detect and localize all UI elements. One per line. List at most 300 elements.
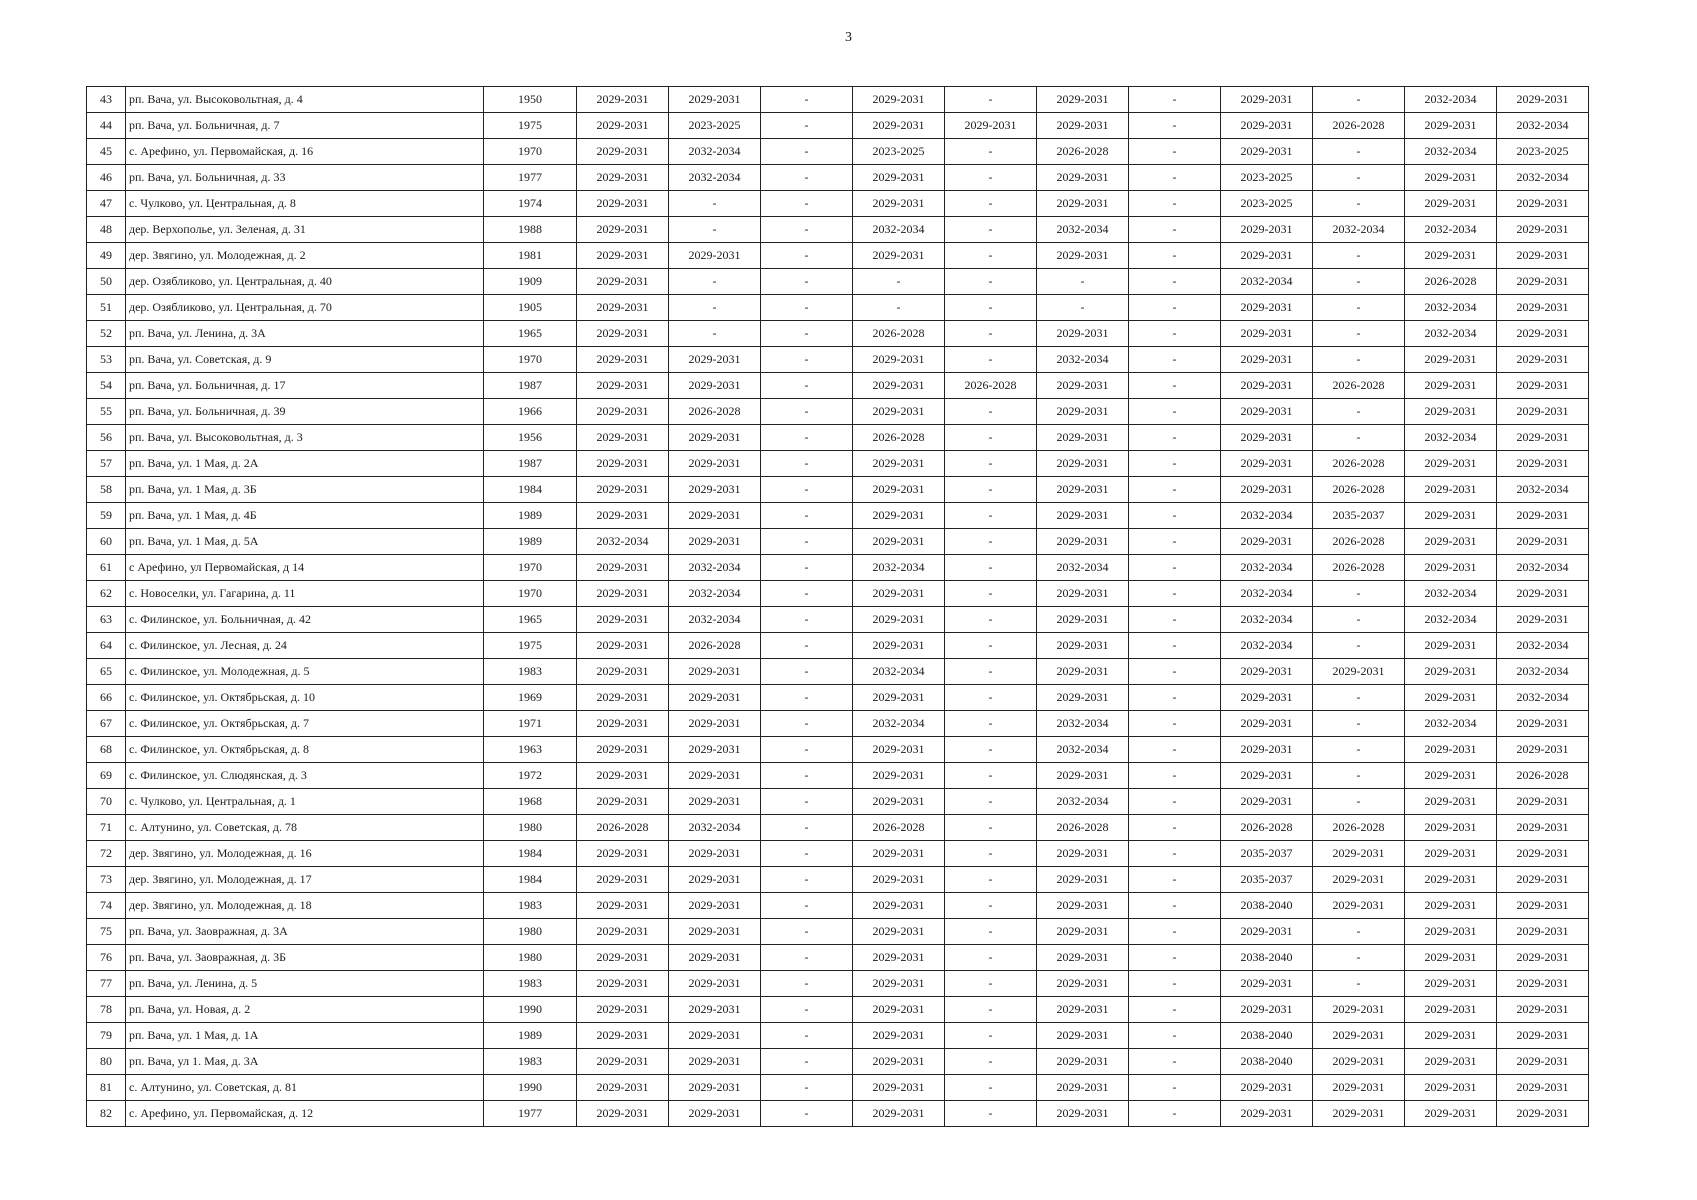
schedule-period-cell: - — [945, 789, 1037, 815]
schedule-period-cell: 2029-2031 — [1405, 243, 1497, 269]
schedule-period-cell: - — [1037, 295, 1129, 321]
schedule-period-cell: - — [1129, 607, 1221, 633]
schedule-period-cell: - — [945, 399, 1037, 425]
schedule-period-cell: 2029-2031 — [945, 113, 1037, 139]
address-cell: с. Чулково, ул. Центральная, д. 1 — [126, 789, 484, 815]
schedule-period-cell: - — [761, 1101, 853, 1127]
schedule-period-cell: 2029-2031 — [1221, 373, 1313, 399]
schedule-period-cell: - — [945, 711, 1037, 737]
row-number-cell: 75 — [87, 919, 126, 945]
schedule-period-cell: 2029-2031 — [853, 633, 945, 659]
schedule-period-cell: 2029-2031 — [853, 477, 945, 503]
year-built-cell: 1977 — [484, 1101, 577, 1127]
schedule-period-cell: 2029-2031 — [853, 737, 945, 763]
schedule-period-cell: 2026-2028 — [1313, 477, 1405, 503]
schedule-period-cell: 2029-2031 — [577, 87, 669, 113]
schedule-period-cell: 2029-2031 — [1405, 555, 1497, 581]
schedule-period-cell: 2038-2040 — [1221, 1049, 1313, 1075]
schedule-period-cell: 2029-2031 — [1221, 919, 1313, 945]
table-row — [87, 867, 1589, 893]
year-built-cell: 1970 — [484, 581, 577, 607]
schedule-period-cell: 2029-2031 — [853, 841, 945, 867]
schedule-period-cell: 2029-2031 — [1313, 659, 1405, 685]
schedule-period-cell: 2029-2031 — [1313, 1101, 1405, 1127]
schedule-period-cell: - — [1313, 685, 1405, 711]
schedule-period-cell: 2029-2031 — [577, 737, 669, 763]
address-cell: рп. Вача, ул 1. Мая, д. 3А — [126, 1049, 484, 1075]
schedule-period-cell: 2032-2034 — [1497, 633, 1589, 659]
schedule-period-cell: 2029-2031 — [577, 711, 669, 737]
schedule-period-cell: 2023-2025 — [1221, 165, 1313, 191]
schedule-period-cell: - — [1129, 945, 1221, 971]
schedule-period-cell: 2029-2031 — [1037, 529, 1129, 555]
schedule-period-cell: 2032-2034 — [1405, 139, 1497, 165]
row-number-cell: 51 — [87, 295, 126, 321]
schedule-period-cell: 2029-2031 — [853, 1023, 945, 1049]
schedule-period-cell: - — [761, 945, 853, 971]
schedule-period-cell: 2032-2034 — [1405, 295, 1497, 321]
schedule-period-cell: 2029-2031 — [1405, 113, 1497, 139]
schedule-period-cell: 2032-2034 — [1405, 711, 1497, 737]
schedule-period-cell: - — [761, 269, 853, 295]
year-built-cell: 1965 — [484, 321, 577, 347]
row-number-cell: 45 — [87, 139, 126, 165]
schedule-period-cell: - — [945, 477, 1037, 503]
year-built-cell: 1989 — [484, 503, 577, 529]
schedule-period-cell: 2029-2031 — [1221, 1075, 1313, 1101]
schedule-period-cell: - — [1129, 815, 1221, 841]
row-number-cell: 70 — [87, 789, 126, 815]
schedule-period-cell: 2029-2031 — [577, 789, 669, 815]
schedule-period-cell: 2029-2031 — [853, 919, 945, 945]
schedule-period-cell: 2029-2031 — [1405, 789, 1497, 815]
schedule-period-cell: - — [945, 945, 1037, 971]
schedule-period-cell: 2029-2031 — [1221, 477, 1313, 503]
schedule-period-cell: 2029-2031 — [1497, 841, 1589, 867]
row-number-cell: 52 — [87, 321, 126, 347]
schedule-period-cell: 2029-2031 — [577, 659, 669, 685]
row-number-cell: 58 — [87, 477, 126, 503]
year-built-cell: 1980 — [484, 919, 577, 945]
schedule-period-cell: - — [1129, 919, 1221, 945]
schedule-period-cell: - — [761, 113, 853, 139]
schedule-period-cell: 2029-2031 — [853, 867, 945, 893]
schedule-period-cell: 2029-2031 — [1037, 919, 1129, 945]
year-built-cell: 1975 — [484, 633, 577, 659]
schedule-period-cell: - — [761, 477, 853, 503]
schedule-period-cell: 2029-2031 — [853, 503, 945, 529]
schedule-period-cell: 2032-2034 — [669, 139, 761, 165]
schedule-period-cell: - — [761, 295, 853, 321]
schedule-period-cell: 2029-2031 — [577, 191, 669, 217]
schedule-period-cell: 2026-2028 — [945, 373, 1037, 399]
schedule-period-cell: - — [1313, 139, 1405, 165]
schedule-period-cell: 2029-2031 — [1497, 425, 1589, 451]
schedule-period-cell: 2029-2031 — [1221, 737, 1313, 763]
row-number-cell: 46 — [87, 165, 126, 191]
schedule-period-cell: - — [1129, 503, 1221, 529]
row-number-cell: 64 — [87, 633, 126, 659]
schedule-period-cell: - — [669, 321, 761, 347]
schedule-period-cell: - — [1129, 737, 1221, 763]
schedule-period-cell: 2029-2031 — [1405, 763, 1497, 789]
address-cell: дер. Верхополье, ул. Зеленая, д. 31 — [126, 217, 484, 243]
schedule-period-cell: - — [1129, 139, 1221, 165]
schedule-period-cell: 2029-2031 — [1497, 893, 1589, 919]
schedule-period-cell: 2029-2031 — [577, 295, 669, 321]
schedule-period-cell: - — [1129, 1075, 1221, 1101]
schedule-period-cell: 2029-2031 — [1313, 893, 1405, 919]
schedule-period-cell: 2029-2031 — [853, 529, 945, 555]
schedule-period-cell: 2026-2028 — [669, 633, 761, 659]
schedule-period-cell: 2029-2031 — [1405, 737, 1497, 763]
schedule-period-cell: 2032-2034 — [1497, 555, 1589, 581]
schedule-period-cell: - — [1129, 841, 1221, 867]
year-built-cell: 1905 — [484, 295, 577, 321]
schedule-period-cell: 2029-2031 — [1405, 1075, 1497, 1101]
address-cell: рп. Вача, ул. Больничная, д. 17 — [126, 373, 484, 399]
schedule-period-cell: - — [945, 321, 1037, 347]
table-row — [87, 503, 1589, 529]
schedule-period-cell: - — [945, 633, 1037, 659]
schedule-period-cell: - — [1129, 529, 1221, 555]
schedule-period-cell: 2029-2031 — [1037, 165, 1129, 191]
schedule-period-cell: 2029-2031 — [1405, 685, 1497, 711]
schedule-period-cell: 2032-2034 — [1497, 659, 1589, 685]
address-cell: рп. Вача, ул. Советская, д. 9 — [126, 347, 484, 373]
schedule-period-cell: - — [945, 841, 1037, 867]
schedule-period-cell: 2026-2028 — [1313, 529, 1405, 555]
schedule-period-cell: 2029-2031 — [1405, 373, 1497, 399]
schedule-period-cell: 2029-2031 — [1221, 217, 1313, 243]
schedule-period-cell: - — [945, 165, 1037, 191]
schedule-period-cell: 2029-2031 — [1497, 1101, 1589, 1127]
schedule-period-cell: - — [853, 295, 945, 321]
schedule-period-cell: 2029-2031 — [853, 373, 945, 399]
table-row — [87, 607, 1589, 633]
address-cell: с. Филинское, ул. Октябрьская, д. 7 — [126, 711, 484, 737]
row-number-cell: 57 — [87, 451, 126, 477]
schedule-period-cell: 2032-2034 — [853, 659, 945, 685]
schedule-period-cell: - — [761, 451, 853, 477]
schedule-period-cell: - — [945, 425, 1037, 451]
schedule-period-cell: 2029-2031 — [1405, 659, 1497, 685]
schedule-period-cell: 2029-2031 — [669, 971, 761, 997]
schedule-period-cell: 2029-2031 — [1221, 659, 1313, 685]
address-cell: рп. Вача, ул. Ленина, д. 3А — [126, 321, 484, 347]
schedule-period-cell: 2029-2031 — [1221, 789, 1313, 815]
schedule-period-cell: 2029-2031 — [577, 997, 669, 1023]
year-built-cell: 1980 — [484, 945, 577, 971]
schedule-period-cell: - — [761, 191, 853, 217]
address-cell: рп. Вача, ул. Больничная, д. 33 — [126, 165, 484, 191]
schedule-period-cell: 2029-2031 — [853, 347, 945, 373]
schedule-period-cell: 2029-2031 — [1497, 1023, 1589, 1049]
schedule-period-cell: - — [1313, 87, 1405, 113]
schedule-period-cell: 2029-2031 — [1405, 919, 1497, 945]
schedule-period-cell: - — [945, 295, 1037, 321]
year-built-cell: 1968 — [484, 789, 577, 815]
schedule-period-cell: 2029-2031 — [1405, 971, 1497, 997]
schedule-period-cell: - — [1129, 373, 1221, 399]
table-row — [87, 373, 1589, 399]
table-row — [87, 477, 1589, 503]
table-row — [87, 321, 1589, 347]
schedule-period-cell: 2029-2031 — [577, 217, 669, 243]
address-cell: рп. Вача, ул. 1 Мая, д. 1А — [126, 1023, 484, 1049]
schedule-period-cell: 2029-2031 — [853, 581, 945, 607]
schedule-period-cell: - — [761, 867, 853, 893]
year-built-cell: 1989 — [484, 1023, 577, 1049]
schedule-period-cell: 2029-2031 — [669, 477, 761, 503]
schedule-period-cell: 2029-2031 — [1497, 399, 1589, 425]
schedule-period-cell: 2029-2031 — [1405, 165, 1497, 191]
schedule-period-cell: 2029-2031 — [669, 451, 761, 477]
schedule-period-cell: 2029-2031 — [1497, 1049, 1589, 1075]
year-built-cell: 1963 — [484, 737, 577, 763]
schedule-period-cell: 2032-2034 — [1497, 685, 1589, 711]
address-cell: с. Филинское, ул. Молодежная, д. 5 — [126, 659, 484, 685]
schedule-period-cell: 2029-2031 — [577, 321, 669, 347]
schedule-period-cell: 2029-2031 — [1313, 867, 1405, 893]
row-number-cell: 78 — [87, 997, 126, 1023]
schedule-period-cell: 2029-2031 — [1497, 711, 1589, 737]
table-row — [87, 451, 1589, 477]
row-number-cell: 66 — [87, 685, 126, 711]
schedule-period-cell: 2029-2031 — [577, 373, 669, 399]
schedule-period-cell: 2029-2031 — [1037, 763, 1129, 789]
schedule-period-cell: 2026-2028 — [669, 399, 761, 425]
row-number-cell: 60 — [87, 529, 126, 555]
schedule-period-cell: 2029-2031 — [1313, 841, 1405, 867]
table-row — [87, 87, 1589, 113]
schedule-period-cell: 2029-2031 — [1037, 451, 1129, 477]
schedule-period-cell: 2029-2031 — [669, 1101, 761, 1127]
year-built-cell: 1990 — [484, 997, 577, 1023]
schedule-period-cell: - — [1313, 243, 1405, 269]
schedule-period-cell: 2029-2031 — [1405, 1101, 1497, 1127]
schedule-period-cell: - — [761, 1023, 853, 1049]
row-number-cell: 81 — [87, 1075, 126, 1101]
table-row — [87, 217, 1589, 243]
schedule-period-cell: 2029-2031 — [1037, 503, 1129, 529]
schedule-period-cell: 2029-2031 — [1221, 139, 1313, 165]
schedule-period-cell: 2035-2037 — [1313, 503, 1405, 529]
schedule-period-cell: 2029-2031 — [1497, 997, 1589, 1023]
schedule-period-cell: - — [945, 581, 1037, 607]
schedule-period-cell: 2038-2040 — [1221, 1023, 1313, 1049]
schedule-period-cell: 2029-2031 — [1497, 867, 1589, 893]
schedule-period-cell: - — [945, 815, 1037, 841]
table-row — [87, 269, 1589, 295]
schedule-period-cell: 2029-2031 — [1497, 971, 1589, 997]
schedule-period-cell: 2029-2031 — [853, 113, 945, 139]
repair-schedule-table — [86, 86, 1589, 1127]
schedule-period-cell: 2029-2031 — [1037, 87, 1129, 113]
schedule-period-cell: - — [761, 581, 853, 607]
schedule-period-cell: 2029-2031 — [1405, 399, 1497, 425]
schedule-period-cell: - — [945, 763, 1037, 789]
schedule-period-cell: 2026-2028 — [853, 815, 945, 841]
schedule-period-cell: - — [669, 269, 761, 295]
schedule-period-cell: 2029-2031 — [1497, 269, 1589, 295]
schedule-period-cell: 2032-2034 — [1221, 581, 1313, 607]
schedule-period-cell: 2029-2031 — [1221, 1101, 1313, 1127]
schedule-period-cell: 2029-2031 — [1497, 789, 1589, 815]
address-cell: с. Алтунино, ул. Советская, д. 78 — [126, 815, 484, 841]
schedule-period-cell: 2029-2031 — [853, 893, 945, 919]
schedule-period-cell: 2029-2031 — [1497, 1075, 1589, 1101]
address-cell: дер. Озябликово, ул. Центральная, д. 40 — [126, 269, 484, 295]
schedule-period-cell: - — [761, 217, 853, 243]
schedule-period-cell: 2029-2031 — [669, 659, 761, 685]
schedule-period-cell: - — [1129, 763, 1221, 789]
schedule-period-cell: - — [1313, 763, 1405, 789]
schedule-period-cell: 2032-2034 — [853, 711, 945, 737]
schedule-period-cell: - — [945, 217, 1037, 243]
schedule-period-cell: - — [1129, 269, 1221, 295]
row-number-cell: 49 — [87, 243, 126, 269]
address-cell: дер. Звягино, ул. Молодежная, д. 16 — [126, 841, 484, 867]
schedule-period-cell: 2029-2031 — [853, 945, 945, 971]
schedule-period-cell: - — [761, 997, 853, 1023]
address-cell: с. Новоселки, ул. Гагарина, д. 11 — [126, 581, 484, 607]
schedule-period-cell: 2029-2031 — [1221, 87, 1313, 113]
row-number-cell: 69 — [87, 763, 126, 789]
address-cell: дер. Озябликово, ул. Центральная, д. 70 — [126, 295, 484, 321]
year-built-cell: 1965 — [484, 607, 577, 633]
year-built-cell: 1956 — [484, 425, 577, 451]
schedule-period-cell: - — [1129, 789, 1221, 815]
table-row — [87, 971, 1589, 997]
schedule-period-cell: 2029-2031 — [577, 581, 669, 607]
table-row — [87, 659, 1589, 685]
schedule-period-cell: 2026-2028 — [853, 321, 945, 347]
address-cell: с. Алтунино, ул. Советская, д. 81 — [126, 1075, 484, 1101]
schedule-period-cell: 2029-2031 — [853, 685, 945, 711]
schedule-period-cell: 2032-2034 — [1221, 607, 1313, 633]
schedule-period-cell: 2029-2031 — [1221, 425, 1313, 451]
schedule-period-cell: - — [945, 1075, 1037, 1101]
table-row — [87, 243, 1589, 269]
schedule-period-cell: 2029-2031 — [1221, 399, 1313, 425]
schedule-period-cell: - — [1129, 165, 1221, 191]
table-row — [87, 1049, 1589, 1075]
schedule-period-cell: 2029-2031 — [577, 1023, 669, 1049]
schedule-period-cell: 2029-2031 — [577, 607, 669, 633]
schedule-period-cell: - — [1129, 113, 1221, 139]
schedule-period-cell: 2029-2031 — [1221, 113, 1313, 139]
schedule-period-cell: 2029-2031 — [577, 945, 669, 971]
schedule-period-cell: 2029-2031 — [1313, 1049, 1405, 1075]
schedule-period-cell: 2029-2031 — [669, 503, 761, 529]
schedule-period-cell: - — [1313, 321, 1405, 347]
schedule-period-cell: 2029-2031 — [1497, 191, 1589, 217]
address-cell: рп. Вача, ул. Заовражная, д. 3А — [126, 919, 484, 945]
schedule-period-cell: 2029-2031 — [577, 1049, 669, 1075]
schedule-period-cell: - — [1313, 191, 1405, 217]
year-built-cell: 1990 — [484, 1075, 577, 1101]
schedule-period-cell: 2032-2034 — [1221, 555, 1313, 581]
schedule-period-cell: - — [1129, 867, 1221, 893]
address-cell: дер. Звягино, ул. Молодежная, д. 17 — [126, 867, 484, 893]
schedule-period-cell: - — [669, 295, 761, 321]
schedule-period-cell: - — [945, 997, 1037, 1023]
schedule-period-cell: 2029-2031 — [1037, 1049, 1129, 1075]
schedule-period-cell: - — [945, 529, 1037, 555]
schedule-period-cell: 2029-2031 — [1037, 685, 1129, 711]
schedule-period-cell: - — [761, 607, 853, 633]
schedule-period-cell: 2038-2040 — [1221, 893, 1313, 919]
schedule-period-cell: - — [1129, 217, 1221, 243]
year-built-cell: 1909 — [484, 269, 577, 295]
schedule-period-cell: 2029-2031 — [1497, 217, 1589, 243]
schedule-period-cell: 2029-2031 — [577, 841, 669, 867]
schedule-period-cell: 2029-2031 — [1313, 1023, 1405, 1049]
table-row — [87, 1023, 1589, 1049]
schedule-period-cell: 2029-2031 — [1405, 347, 1497, 373]
schedule-period-cell: 2029-2031 — [577, 139, 669, 165]
address-cell: дер. Звягино, ул. Молодежная, д. 18 — [126, 893, 484, 919]
table-row — [87, 191, 1589, 217]
schedule-period-cell: - — [1129, 555, 1221, 581]
schedule-period-cell: - — [1313, 789, 1405, 815]
year-built-cell: 1989 — [484, 529, 577, 555]
schedule-period-cell: - — [945, 87, 1037, 113]
schedule-period-cell: - — [945, 451, 1037, 477]
schedule-period-cell: 2029-2031 — [1037, 607, 1129, 633]
schedule-period-cell: - — [761, 685, 853, 711]
schedule-period-cell: - — [1313, 971, 1405, 997]
schedule-period-cell: 2029-2031 — [577, 269, 669, 295]
schedule-period-cell: 2029-2031 — [1221, 451, 1313, 477]
schedule-period-cell: - — [761, 139, 853, 165]
schedule-period-cell: - — [761, 347, 853, 373]
schedule-period-cell: - — [1313, 919, 1405, 945]
schedule-period-cell: - — [761, 373, 853, 399]
schedule-period-cell: 2032-2034 — [1405, 581, 1497, 607]
schedule-period-cell: 2029-2031 — [1405, 997, 1497, 1023]
schedule-period-cell: 2029-2031 — [853, 607, 945, 633]
schedule-period-cell: - — [761, 321, 853, 347]
schedule-period-cell: 2032-2034 — [1497, 477, 1589, 503]
address-cell: с. Филинское, ул. Слюдянская, д. 3 — [126, 763, 484, 789]
schedule-period-cell: - — [761, 555, 853, 581]
schedule-period-cell: 2032-2034 — [669, 555, 761, 581]
row-number-cell: 65 — [87, 659, 126, 685]
schedule-period-cell: - — [669, 217, 761, 243]
schedule-period-cell: 2032-2034 — [669, 607, 761, 633]
schedule-period-cell: 2026-2028 — [1313, 113, 1405, 139]
schedule-period-cell: 2029-2031 — [853, 191, 945, 217]
schedule-period-cell: 2029-2031 — [577, 347, 669, 373]
row-number-cell: 80 — [87, 1049, 126, 1075]
schedule-period-cell: 2029-2031 — [1405, 451, 1497, 477]
year-built-cell: 1969 — [484, 685, 577, 711]
year-built-cell: 1981 — [484, 243, 577, 269]
schedule-period-cell: 2032-2034 — [669, 165, 761, 191]
table-row — [87, 711, 1589, 737]
schedule-period-cell: - — [1313, 737, 1405, 763]
schedule-period-cell: 2026-2028 — [1313, 373, 1405, 399]
schedule-period-cell: 2032-2034 — [1221, 633, 1313, 659]
schedule-period-cell: 2029-2031 — [669, 867, 761, 893]
schedule-period-cell: 2026-2028 — [1313, 815, 1405, 841]
schedule-period-cell: 2029-2031 — [1405, 1049, 1497, 1075]
address-cell: рп. Вача, ул. Высоковольтная, д. 4 — [126, 87, 484, 113]
schedule-period-cell: - — [945, 1101, 1037, 1127]
schedule-period-cell: - — [1313, 945, 1405, 971]
